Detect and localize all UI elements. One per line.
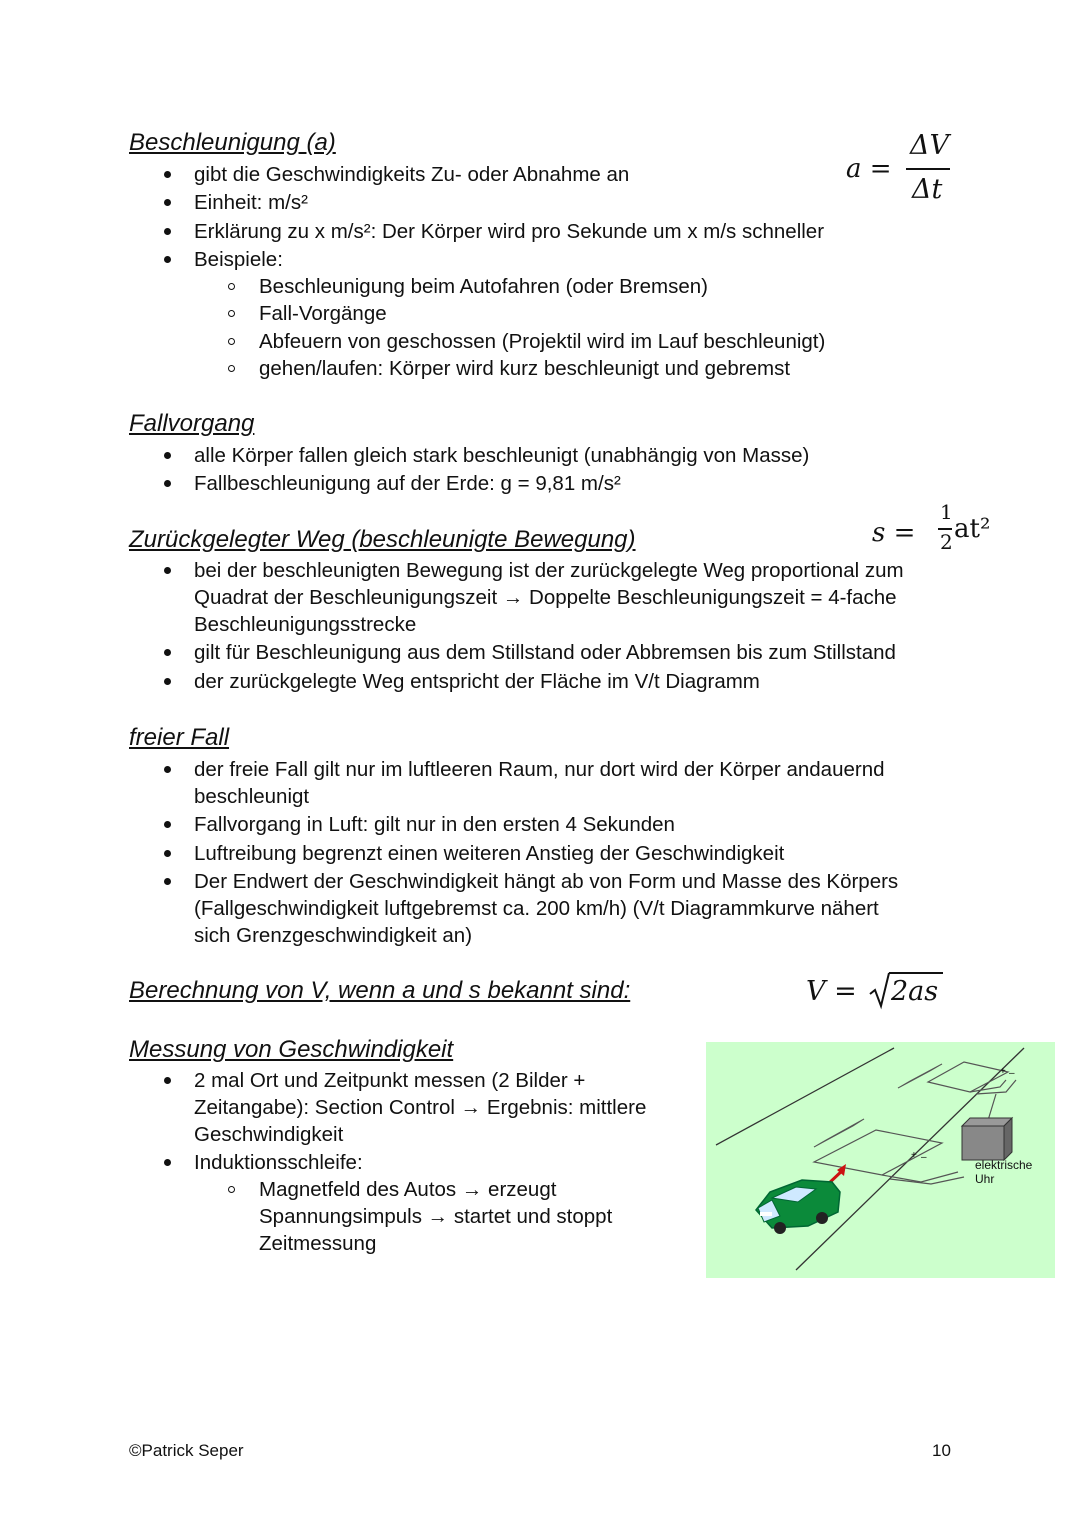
bullet-text: Der Endwert der Geschwindigkeit hängt ab von Form und Masse des Körpers <box>194 870 899 893</box>
sub-bullet-text: gehen/laufen: Körper wird kurz beschleunigt und gebremst <box>259 357 791 380</box>
clock-label: Uhr <box>975 1172 995 1186</box>
formula-lhs: V = <box>806 976 857 1007</box>
square-root-icon <box>868 970 890 1010</box>
section-title-berechnung: Berechnung von V, wenn a und s bekannt sind: <box>129 977 631 1004</box>
sub-bullet-text: Magnetfeld des Autos → erzeugt <box>259 1178 557 1201</box>
page-number: 10 <box>932 1441 951 1460</box>
plus-sign: + <box>1000 1066 1006 1077</box>
bullet-text-continuation: Zeitangabe): Section Control → Ergebnis: mittlere <box>194 1096 647 1119</box>
bullet-text: 2 mal Ort und Zeitpunkt messen (2 Bilder + <box>194 1069 586 1092</box>
formula-numerator: 1 <box>940 500 953 524</box>
formula-acceleration <box>846 130 956 210</box>
formula-denominator: Δt <box>912 174 943 205</box>
plus-sign: + <box>911 1150 917 1161</box>
fraction-bar <box>906 168 950 170</box>
sub-bullet-text: Beschleunigung beim Autofahren (oder Bremsen) <box>259 275 708 298</box>
bullet-text: Fallvorgang in Luft: gilt nur in den ersten 4 Sekunden <box>194 813 675 836</box>
bullet-text: Beispiele: <box>194 248 283 271</box>
sub-bullet-text-continuation: Spannungsimpuls → startet und stoppt <box>259 1205 613 1228</box>
formula-lhs: s = <box>872 518 916 548</box>
formula-rhs: at² <box>954 514 991 544</box>
formula-lhs: a = <box>846 154 892 184</box>
bullet-text: Fallbeschleunigung auf der Erde: g = 9,81 m/s² <box>194 472 621 495</box>
section-title-messung: Messung von Geschwindigkeit <box>129 1036 454 1063</box>
section-title-beschleunigung: Beschleunigung (a) <box>129 129 336 156</box>
car-icon <box>750 1170 850 1240</box>
bullet-text: alle Körper fallen gleich stark beschleunigt (unabhängig von Masse) <box>194 444 810 467</box>
bullet-text-continuation: Beschleunigungsstrecke <box>194 613 417 636</box>
minus-sign: – <box>921 1152 927 1163</box>
bullet-text: Luftreibung begrenzt einen weiteren Anstieg der Geschwindigkeit <box>194 842 785 865</box>
bullet-text-continuation: Geschwindigkeit <box>194 1123 344 1146</box>
bullet-text: Induktionsschleife: <box>194 1151 363 1174</box>
formula-denominator: 2 <box>940 530 953 554</box>
induction-loop-figure <box>706 1042 1055 1278</box>
bullet-text-continuation: Quadrat der Beschleunigungszeit → Doppelte Beschleunigungszeit = 4-fache <box>194 586 897 609</box>
bullet-text-continuation: sich Grenzgeschwindigkeit an) <box>194 924 473 947</box>
section-title-freier-fall: freier Fall <box>129 724 230 751</box>
formula-numerator: ΔV <box>910 130 949 161</box>
minus-sign: – <box>1009 1068 1015 1079</box>
radical-bar <box>889 972 943 974</box>
sub-bullet-text: Abfeuern von geschossen (Projektil wird im Lauf beschleunigt) <box>259 330 826 353</box>
bullet-text: der zurückgelegte Weg entspricht der Fläche im V/t Diagramm <box>194 670 760 693</box>
bullet-text: Einheit: m/s² <box>194 191 308 214</box>
section-title-weg: Zurückgelegter Weg (beschleunigte Bewegung) <box>129 526 636 553</box>
bullet-text-continuation: (Fallgeschwindigkeit luftgebremst ca. 200 km/h) (V/t Diagrammkurve nähert <box>194 897 879 920</box>
bullet-text: Erklärung zu x m/s²: Der Körper wird pro Sekunde um x m/s schneller <box>194 220 825 243</box>
formula-velocity <box>806 970 946 1012</box>
sub-bullet-text-continuation: Zeitmessung <box>259 1232 377 1255</box>
bullet-text: gilt für Beschleunigung aus dem Stillstand oder Abbremsen bis zum Stillstand <box>194 641 896 664</box>
formula-radicand: 2as <box>891 976 939 1007</box>
section-title-fallvorgang: Fallvorgang <box>129 410 255 437</box>
bullet-text-continuation: beschleunigt <box>194 785 310 808</box>
clock-label: elektrische <box>975 1158 1033 1172</box>
bullet-text: der freie Fall gilt nur im luftleeren Raum, nur dort wird der Körper andauernd <box>194 758 885 781</box>
bullet-text: gibt die Geschwindigkeits Zu- oder Abnahme an <box>194 163 630 186</box>
sub-bullet-text: Fall-Vorgänge <box>259 302 387 325</box>
bullet-text: bei der beschleunigten Bewegung ist der zurückgelegte Weg proportional zum <box>194 559 904 582</box>
copyright: ©Patrick Seper <box>129 1441 244 1460</box>
